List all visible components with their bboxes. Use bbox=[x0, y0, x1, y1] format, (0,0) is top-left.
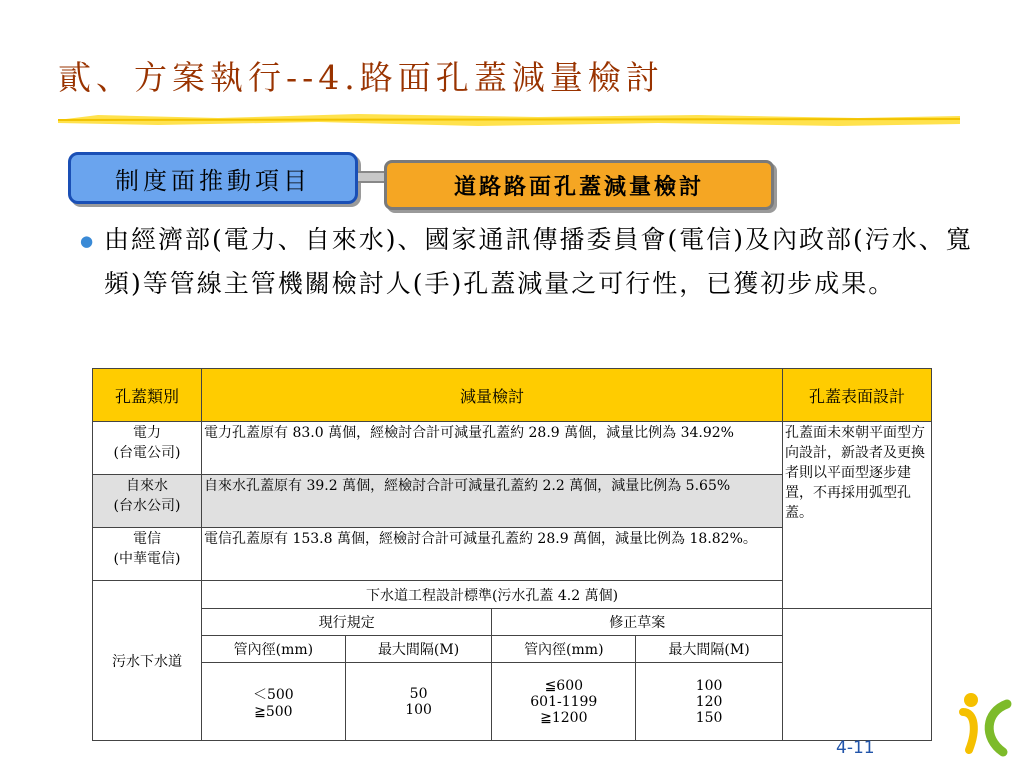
review-table bbox=[92, 368, 932, 741]
title-underline bbox=[58, 112, 960, 128]
row-review: 電力孔蓋原有 83.0 萬個，經檢討合計可減量孔蓋約 28.9 萬個，減量比例為 34.92% bbox=[202, 422, 783, 475]
row-review: 電信孔蓋原有 153.8 萬個，經檢討合計可減量孔蓋約 28.9 萬個，減量比例為 18.82%。 bbox=[202, 528, 783, 581]
header-surface: 孔蓋表面設計 bbox=[783, 369, 932, 422]
sewer-category: 污水下水道 bbox=[93, 581, 202, 741]
topic-badge: 道路路面孔蓋減量檢討 bbox=[384, 160, 774, 210]
surface-design-cell: 孔蓋面未來朝平面型方向設計，新設者及更換者則以平面型逐步建置，不再採用弧型孔蓋。 bbox=[783, 422, 932, 609]
table-row bbox=[93, 422, 932, 475]
table-header-row bbox=[93, 369, 932, 422]
logo-icon bbox=[955, 690, 1015, 760]
bullet-dot-icon: ● bbox=[80, 232, 94, 250]
header-category: 孔蓋類別 bbox=[93, 369, 202, 422]
surface-design-spacer bbox=[783, 609, 932, 741]
row-review: 自來水孔蓋原有 39.2 萬個，經檢討合計可減量孔蓋約 2.2 萬個，減量比例為 5.65% bbox=[202, 475, 783, 528]
sewer-standard: 下水道工程設計標準(污水孔蓋 4.2 萬個) bbox=[202, 581, 783, 609]
summary-paragraph: 由經濟部(電力、自來水)、國家通訊傳播委員會(電信)及內政部(污水、寬頻)等管線主管機關檢討人(手)孔蓋減量之可行性，已獲初步成果。 bbox=[104, 225, 973, 298]
sewer-draft-diameter: ≦600 601-1199 ≧1200 bbox=[492, 663, 636, 741]
sewer-current-diameter: ＜500 ≧500 bbox=[202, 663, 346, 741]
sewer-current-label: 現行規定 bbox=[202, 609, 492, 636]
sewer-col-header: 管內徑(mm) bbox=[202, 636, 346, 663]
sewer-col-header: 管內徑(mm) bbox=[492, 636, 636, 663]
sewer-col-header: 最大間隔(M) bbox=[345, 636, 492, 663]
sewer-draft-gap: 100 120 150 bbox=[636, 663, 783, 741]
sewer-draft-label: 修正草案 bbox=[492, 609, 783, 636]
sewer-section-row bbox=[93, 609, 932, 636]
row-category: 電信 (中華電信) bbox=[93, 528, 202, 581]
sewer-col-header: 最大間隔(M) bbox=[636, 636, 783, 663]
row-category: 電力 (台電公司) bbox=[93, 422, 202, 475]
page-number: 4-11 bbox=[836, 738, 875, 758]
row-category: 自來水 (台水公司) bbox=[93, 475, 202, 528]
badge-connector bbox=[358, 171, 386, 183]
header-review: 減量檢討 bbox=[202, 369, 783, 422]
category-badge: 制度面推動項目 bbox=[68, 152, 358, 204]
slide-title: 貳、方案執行--4.路面孔蓋減量檢討 bbox=[58, 58, 664, 97]
sewer-current-gap: 50 100 bbox=[345, 663, 492, 741]
